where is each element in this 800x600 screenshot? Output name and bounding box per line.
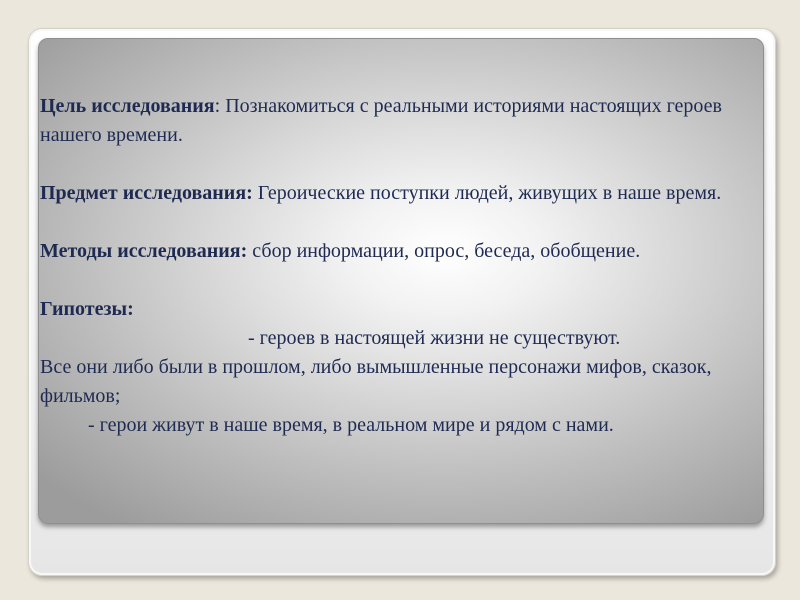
- research-subject-label: Предмет исследования:: [40, 182, 253, 204]
- research-subject: [40, 179, 752, 208]
- hypothesis-1: - героев в настоящей жизни не существуют.: [248, 327, 621, 349]
- research-methods-text: сбор информации, опрос, беседа, обобщение.: [247, 240, 641, 262]
- research-goal: [40, 92, 752, 150]
- research-methods-label: Методы исследования:: [40, 240, 248, 262]
- hypothesis-1-continuation: Все они либо были в прошлом, либо вымышленные персонажи мифов, сказок, фильмов;: [40, 356, 712, 407]
- research-goal-label: Цель исследования: [40, 95, 215, 117]
- hypotheses-label: Гипотезы:: [40, 298, 134, 320]
- research-goal-text: : Познакомиться с реальными историями настоящих героев нашего времени.: [40, 95, 722, 146]
- research-methods: [40, 237, 752, 266]
- slide-text-block: [40, 92, 752, 440]
- research-subject-text: Героические поступки людей, живущих в наше время.: [252, 182, 722, 204]
- hypothesis-2: - герои живут в наше время, в реальном мире и рядом с нами.: [88, 414, 614, 436]
- hypotheses-section: [40, 295, 752, 440]
